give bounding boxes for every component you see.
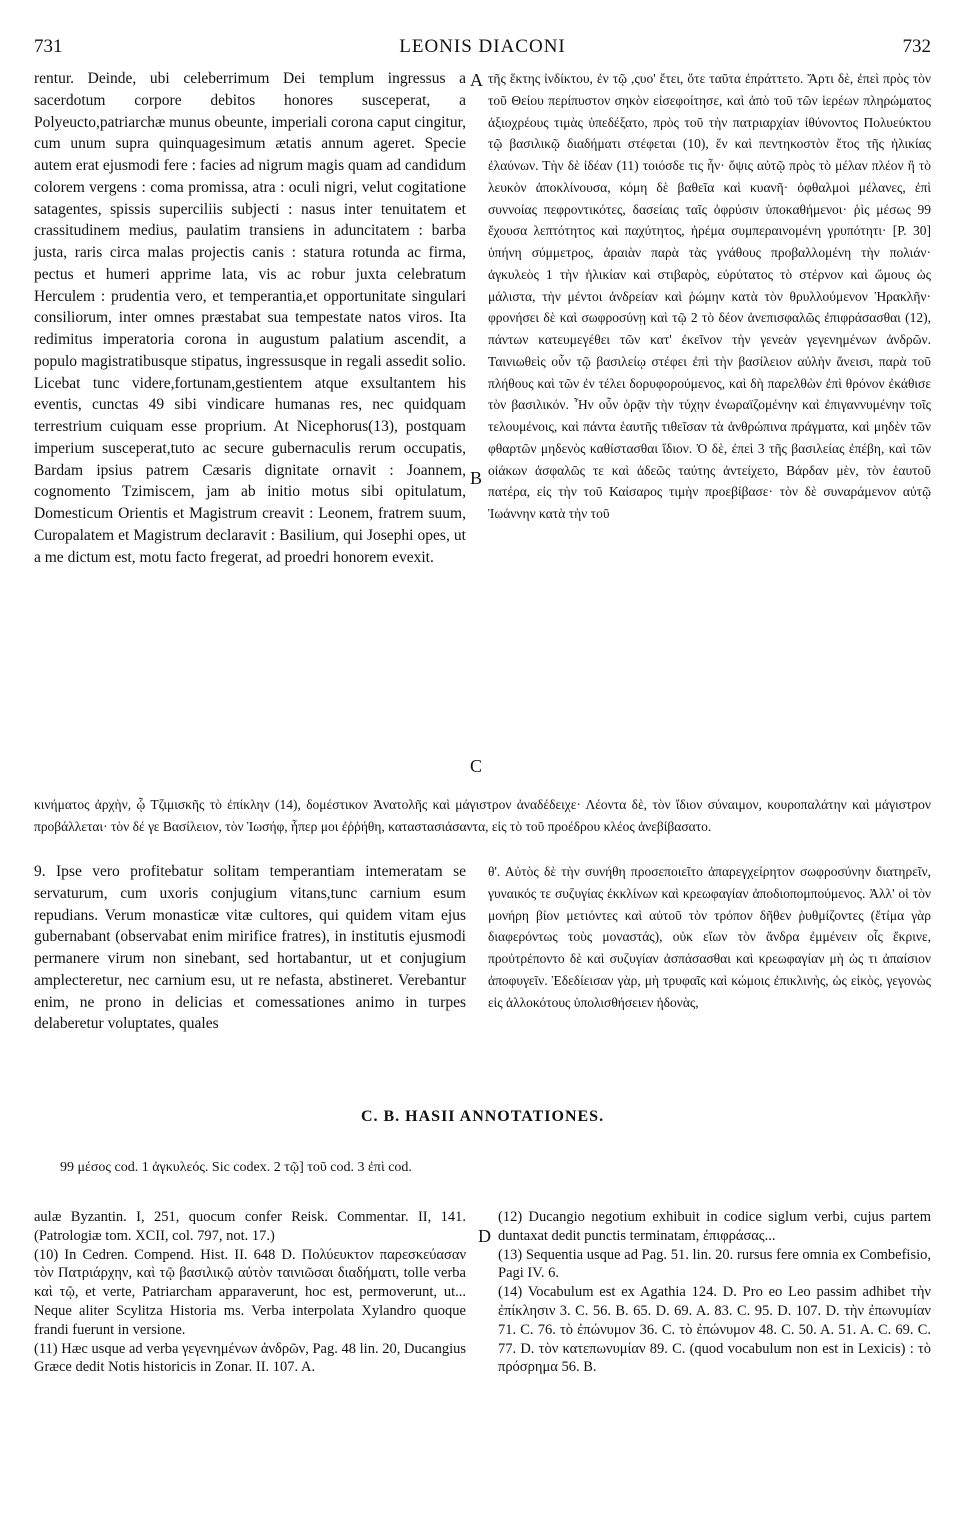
greek-paragraph-2: θ'. Αὐτὸς δὲ τὴν συνήθη προσεποιεῖτο ἀπαρεγχείρητον σωφροσύνην διατηρεῖν, γυναικός τε συζυγίας ἐκκλίνων καὶ κρεωφαγίαν ἀποδιοπομπούμενος. Ἀλλ' οἱ τὸν μονήρη βίον μετιόντες καὶ αὐτοῦ τὸν τρόπον δῆθεν ῥυθμίζοντες (ἔτίμα γὰρ διαφερόντως τοὺς μοναστάς), οὐκ εἴων τὸν ἄνδρα ἐμμένειν οἷς ἔκρινε, προὐτρέποντο δὲ καὶ συζυγίαν ἀσπάσασθαι καὶ κρεωφαγίαν μὴ ὡς τι ἀπαίσιον ἀποφυγεῖν. Ἐδεδίεισαν γὰρ, μὴ τρυφαῖς καὶ κώμοις ἐπικλινὴς, ὡς εἰκὸς, γεγονὼς εἰς ἀλλοκότους ὑπολισθήσειεν ἡδονὰς, [488,864,931,1010]
notes-left-column [34,1208,466,1377]
page-number-left: 731 [34,36,63,57]
margin-marker-c: C [470,756,483,776]
notes-right-column [498,1208,931,1377]
page-header [34,36,931,66]
margin-marker-a: A [470,70,483,90]
latin-column-2 [34,861,466,1035]
latin-paragraph-1: rentur. Deinde, ubi celeberrimum Dei templum ingressus a sacerdotum corpore debitos honores susceperat, a Polyeucto,patriarchæ munus obeunte, imperiali corona caput cingitur, cum unum supra quinquagesimum ætatis annum ageret. Specie autem erat ejusmodi fere : facies ad nigrum magis quam ad candidum colorem vergens : coma promissa, atra : oculi nigri, velut cogitatione satagentes, spissis superciliis subjecti : nasus inter tenuitatem et crassitudinem medius, paulatim transiens in aduncitatem : barba justa, raris circa malas projectis canis : statura rotunda ac firma, pectus et humeri apprime lata, vis ac robur juxta celebratum Herculem : prudentia vero, et temperantia,et opportunitate singulari consiliorum, inter omnes præstabat sua tempestate natos viros. Ita redimitus imperatoria corona in augustum palatium ascendit, a populo magistratibusque stipatus, ingressusque in regali assedit solio. Licebat tunc videre,fortunam,gestientem atque exsultantem his eventis, cunctas 49 sibi vindicare humanas res, nec quidquam terrestrium cuiquam esse proprium. At Nicephorus(13), postquam imperium susceperat,tuto ac secure gubernaculis rerum occupatis, Bardam ipsius patrem Cæsaris dignitate ornavit : Joannem, cognomento Tzimiscem, jam ab initio motus sibi opitulatum, Domesticum Orientis et Magistrum creavit : Leonem, fratrem suum, Curopalatem et Magistrum declaravit : Basilium, qui Josephi opes, ut a me dictum est, motu facto fregerat, ad proedri honorem evexit. [34,70,466,566]
note-entry: (10) In Cedren. Compend. Hist. II. 648 D. Πολύευκτον παρεσκεύασαν τὸν Πατριάρχην, καὶ τῷ βασιλικῷ αὐτὸν ταινιῶσαι διαδήματι, tolle verba καὶ τῷ, et verte, Patriarcham apparaverunt, hoc est, permoverunt, ut... Neque aliter Scylitza Historia ms. Verba interpolata Xylandro quoque frandi fuerunt in versione. [34,1246,466,1338]
variant-readings: 99 μέσος cod. 1 ἀγκυλεός. Sic codex. 2 τῷ] τοῦ cod. 3 ἐπὶ cod. [60,1160,412,1175]
margin-marker-b: B [470,468,483,488]
note-entry: aulæ Byzantin. I, 251, quocum confer Reisk. Commentar. II, 141. (Patrologiæ tom. XCII, col. 797, not. 17.) [34,1209,466,1244]
margin-marker-d: D [478,1226,491,1246]
latin-column-1 [34,68,466,568]
annotations-title: C. B. HASII ANNOTATIONES. [360,1108,605,1125]
greek-column-1 [488,68,931,525]
note-entry: (14) Vocabulum est ex Agathia 124. D. Pro eo Leo passim adhibet τὴν ἐπίκλησιν 3. C. 56. B. 65. D. 69. A. 83. C. 95. D. 107. D. τὴν ἐπωνυμίαν 71. C. 76. τὸ ἐπώνυμον 36. C. τὸ ἐπώνυμον 48. C. 50. A. 51. A. C. 69. C. 77. D. τὸν κατεπωνυμίαν 89. C. (quod vocabulum non est in Lexicis) : τὸ πρόσρημα 56. B. [498,1284,931,1376]
greek-paragraph-1: τῆς ἕκτης ἰνδίκτου, ἐν τῷ ,ςυο' ἔτει, ὅτε ταῦτα ἐπράττετο. Ἄρτι δὲ, ἐπεὶ πρὸς τὸν τοῦ Θείου περίπυστον σηκὸν εἰσεφοίτησε, καὶ ἀπὸ τοῦ τῶν ἱερέων πληρώματος ἀξιοχρέους τιμὰς ὑπεδέξατο, πρὸς τοῦ τὴν πατριαρχίαν ἰθύνοντος Πολυεύκτου τῷ βασιλικῷ διαδήματι στέφεται (10), ἕν καὶ πεντηκοστὸν ἔτος τῆς ἡλικίας ἐλαύνων. Τὴν δὲ ἰδέαν (11) τοιόσδε τις ἦν· ὄψις αὐτῷ πρὸς τὸ μέλαν πλέον ἢ τὸ λευκὸν ἀποκλίνουσα, κόμη δὲ βαθεῖα καὶ κυανῆ· ὀφθαλμοὶ μέλανες, ἐπὶ συννοίας πεφροντικότες, δασείαις ταῖς ὀφρύσιν ὑποκαθήμενοι· ῥὶς μέσως 99 ἔχουσα λεπτότητος καὶ παχύτητος, ἠρέμα συμπεραινομένη γρυπότητι· [P. 30] ὑπήνη σύμμετρος, ἀραιὰν παρὰ τὰς γνάθους προβαλλομένη τὴν πολιάν· ἀγκυλεὸς 1 τὴν ἡλικίαν καὶ στιβαρὸς, εὐρύτατος τὸ στέρνον καὶ ὤμους ὡς μάλιστα, τὴν μέντοι ἀνδρείαν καὶ ῥώμην κατὰ τὸν θρυλλούμενον Ἡρακλῆν· φρονήσει δὲ καὶ σωφροσύνῃ καὶ τῷ 2 τὸ δέον ἀνεπισφαλῶς ἐπιφράσασθαι (12), πάντων κατευμεγέθει τῶν κατ' ἐκεῖνον τὴν γενεὰν γεγενημένων ἀνδρῶν. Ταινιωθεὶς οὖν τῷ βασιλείῳ στέφει ἐπὶ τὴν βασίλειον αὐλὴν ἄνεισι, παρὰ τοῦ πλήθους καὶ τῶν ἐν τέλει δορυφορούμενος, καὶ δὴ παρελθὼν ἐπὶ θρόνον ἐκάθισε τὸν βασιλικόν. Ἦν οὖν ὁρᾷν τὴν τύχην ἐνωραϊζομένην καὶ ἐπιγαννυμένην τοῖς τελουμένοις, καὶ πάντα ἑαυτῆς τιθεῖσαν τὰ ἀνθρώπινα πράγματα, καὶ μηδὲν τῶν φθαρτῶν μηδενὸς καθίστασθαι ἴδιον. Ὁ δὲ, ἐπεὶ 3 τῆς βασιλείας ἐπέβη, καὶ τῶν οἰάκων ἀσφαλῶς τε καὶ ἀδεῶς ταύτης ἀντείχετο, Βάρδαν μὲν, τὸν ἑαυτοῦ πατέρα, εἰς τὴν τοῦ Καίσαρος τιμὴν προεβίβασε· τὸν δὲ συναράμενον αὐτῷ Ἰωάννην κατὰ τὴν τοῦ [488,71,931,521]
note-entry: (12) Ducangio negotium exhibuit in codice siglum verbi, cujus partem duntaxat dedit punctis terminatam, ἐπιφράσας... [498,1209,931,1244]
note-entry: (13) Sequentia usque ad Pag. 51. lin. 20. rursus fere omnia ex Combefisio, Pagi IV. 6. [498,1246,931,1282]
running-title: LEONIS DIACONI [399,36,566,57]
greek-full-width [34,794,931,838]
note-entry: (11) Hæc usque ad verba γεγενημένων ἀνδρῶν, Pag. 48 lin. 20, Ducangius Græce dedit Notis historicis in Zonar. II. 107. A. [34,1340,466,1376]
latin-paragraph-2: 9. Ipse vero profitebatur solitam temperantiam intemeratam se servaturum, cum uxoris conjugium vitans,tunc carnium esum repudians. Verum monasticæ vitæ cultores, qui quidem vitam ejus gubernabant (observabat enim mirifice fratres), in institutis ejusmodi permanere virum non sinebant, sed hortabantur, ut et conjugium amplecteretur, nec carnium esu, ut re nefasta, abstineret. Verebantur enim, ne prono in delicias et comessationes animo in turpes delaberetur voluptates, quales [34,863,466,1033]
greek-column-2 [488,861,931,1013]
page-number-right: 732 [902,36,931,57]
greek-full-paragraph: κινήματος ἀρχὴν, ᾧ Τζιμισκῆς τὸ ἐπίκλην (14), δομέστικον Ἀνατολῆς καὶ μάγιστρον ἀναδέδειχε· Λέοντα δὲ, τὸν ἴδιον σύναιμον, κουροπαλάτην καὶ μάγιστρον προβάλλεται· τὸν δέ γε Βασίλειον, τὸν Ἰωσήφ, ἧπερ μοι ἐῤῥήθη, καταστασιάσαντα, εἰς τὸ τοῦ προέδρου κλέος ἀνεβίβασατο. [34,797,931,834]
